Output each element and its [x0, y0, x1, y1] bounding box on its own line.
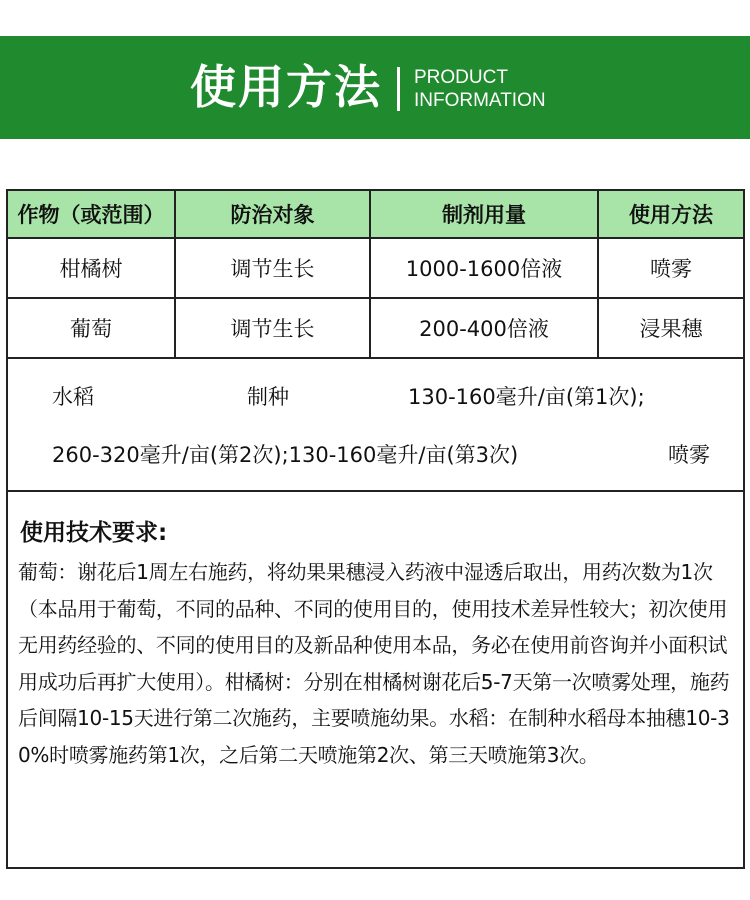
cell-target: 制种 [247, 385, 289, 409]
table-row [8, 299, 743, 359]
subtitle-line-2: INFORMATION [414, 90, 546, 111]
technique-title: 使用技术要求: [20, 520, 168, 546]
cell-crop: 水稻 [52, 385, 94, 409]
table-row [8, 239, 743, 299]
cell-method: 喷雾 [597, 239, 743, 297]
cell-crop: 葡萄 [70, 317, 112, 341]
page-title: 使用方法 [190, 60, 382, 114]
table-header-row [8, 191, 743, 239]
technique-section [8, 492, 743, 773]
table-row-rice [8, 359, 743, 492]
cell-method: 喷雾 [668, 443, 710, 467]
page-subtitle [414, 66, 546, 112]
cell-dosage-line-1: 130-160毫升/亩(第1次); [408, 385, 645, 409]
cell-target: 调节生长 [174, 239, 369, 297]
cell-dosage-line-2: 260-320毫升/亩(第2次);130-160毫升/亩(第3次) [52, 443, 519, 467]
header-target: 防治对象 [174, 191, 369, 237]
header-crop: 作物（或范围） [17, 203, 165, 227]
technique-body: 葡萄：谢花后1周左右施药，将幼果果穗浸入药液中湿透后取出，用药次数为1次（本品用于葡萄，不同的品种、不同的使用目的，使用技术差异性较大；初次使用无用药经验的、不同的使用目的及新品种使用本品，务必在使用前咨询并小面积试用成功后再扩大使用）。柑橘树：分别在柑橘树谢花后5-7天第一次喷雾处理，施药后间隔10-15天进行第二次施药，主要喷施幼果。水稻：在制种水稻母本抽穗10-30%时喷雾施药第1次，之后第二天喷施第2次、第三天喷施第3次。 [18, 560, 730, 767]
subtitle-line-1: PRODUCT [414, 67, 508, 88]
title-divider [397, 67, 400, 111]
cell-crop: 柑橘树 [59, 257, 123, 281]
header-dosage: 制剂用量 [369, 191, 597, 237]
cell-method: 浸果穗 [597, 299, 743, 357]
header-banner [0, 36, 750, 139]
usage-table [6, 189, 745, 869]
cell-dosage: 1000-1600倍液 [369, 239, 597, 297]
cell-target: 调节生长 [174, 299, 369, 357]
header-method: 使用方法 [597, 191, 743, 237]
cell-dosage: 200-400倍液 [369, 299, 597, 357]
